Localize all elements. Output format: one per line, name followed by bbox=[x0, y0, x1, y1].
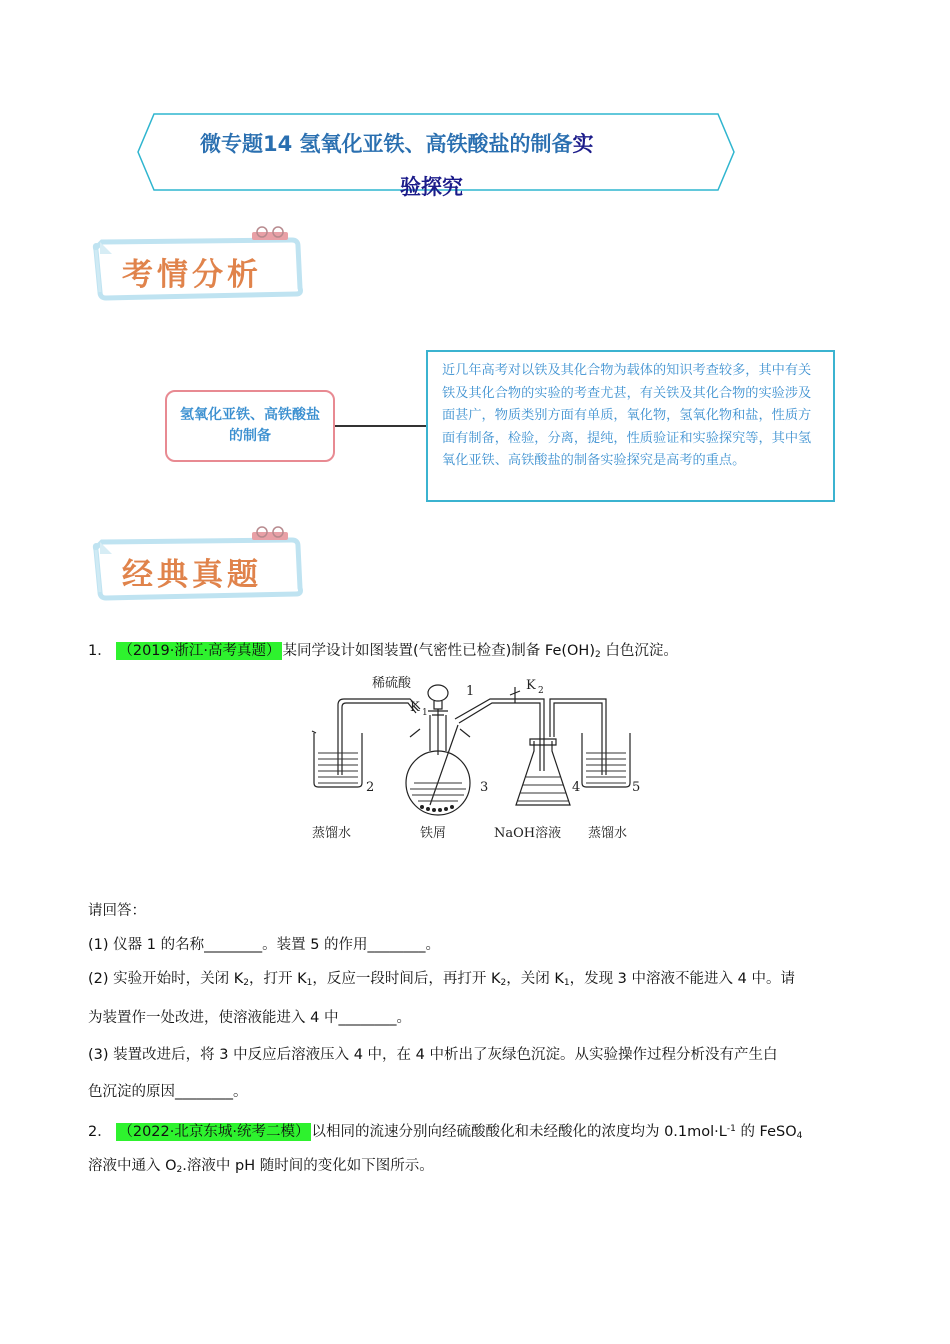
question-1-part-1: (1) 仪器 1 的名称________。装置 5 的作用________。 bbox=[88, 937, 441, 953]
label-n3: 3 bbox=[480, 780, 489, 795]
question-number: 2． bbox=[88, 1124, 112, 1140]
question-1-stem: 1． （2019·浙江·高考真题） 某同学设计如图装置(气密性已检查)制备 $Fe(OH)_2$ 白色沉淀。 bbox=[88, 643, 678, 660]
svg-text:1: 1 bbox=[422, 708, 428, 718]
label-iron: 铁屑 bbox=[420, 826, 447, 841]
question-1-part-2-cont: 为装置作一处改进，使溶液能进入 4 中________。 bbox=[88, 1010, 411, 1026]
title-overflow: 验探究 bbox=[400, 175, 463, 199]
question-source-tag: （2019·浙江·高考真题） bbox=[118, 643, 281, 659]
apparatus-diagram bbox=[310, 675, 645, 845]
label-water-right: 蒸馏水 bbox=[588, 826, 628, 841]
title-main: 微专题14 氢氧化亚铁、高铁酸盐的制备 bbox=[200, 132, 573, 156]
mindmap-connector bbox=[335, 425, 427, 427]
question-1-prompt: 请回答： bbox=[88, 903, 146, 919]
question-1-part-3: (3) 装置改进后，将 3 中反应后溶液压入 4 中，在 4 中析出了灰绿色沉淀。从实验操作过程分析没有产生白 bbox=[88, 1047, 778, 1063]
label-dilute-acid: 稀硫酸 bbox=[372, 676, 412, 691]
question-2-stem: 2． （2022·北京东城·统考二模） 以相同的流速分别向经硫酸酸化和未经酸化的浓度均为 $0.1mol\cdot L^{-1}$ 的 FeSO$_4$ bbox=[88, 1124, 803, 1141]
question-2-stem-cont: 溶液中通入 $O_2$.溶液中 pH 随时间的变化如下图所示。 bbox=[88, 1158, 434, 1175]
label-water-left: 蒸馏水 bbox=[312, 826, 352, 841]
label-n5: 5 bbox=[632, 780, 641, 795]
svg-text:2: 2 bbox=[538, 686, 544, 696]
question-1-part-2: (2) 实验开始时，关闭 $K_2$，打开 $K_1$，反应一段时间后，再打开 $K_2$，关闭 $K_1$，发现 3 中溶液不能进入 4 中。请 bbox=[88, 971, 795, 988]
label-n4: 4 bbox=[572, 780, 581, 795]
paperclip-icon bbox=[250, 226, 290, 248]
mindmap-summary-box: 近几年高考对以铁及其化合物为载体的知识考查较多，其中有关铁及其化合物的实验的考查尤甚，有关铁及其化合物的实验涉及面甚广，物质类别方面有单质，氧化物，氢氧化物和盐，性质方面有制备，检验，分离，提纯，性质验证和实验探究等，其中氢氧化亚铁、高铁酸盐的制备实验探究是高考的重点。 bbox=[426, 350, 835, 502]
question-source-tag: （2022·北京东城·统考二模） bbox=[118, 1124, 310, 1140]
label-k1: K bbox=[410, 700, 420, 715]
label-n1: 1 bbox=[466, 684, 475, 699]
label-n2: 2 bbox=[366, 780, 375, 795]
paperclip-icon bbox=[250, 526, 290, 548]
question-1-part-3-cont: 色沉淀的原因________。 bbox=[88, 1084, 248, 1100]
label-k2: K bbox=[526, 678, 536, 693]
title-tail: 实 bbox=[572, 132, 594, 156]
section-title-analysis: 考情分析 bbox=[122, 257, 262, 293]
section-title-classic: 经典真题 bbox=[122, 557, 262, 593]
mindmap-topic-node: 氢氧化亚铁、高铁酸盐的制备 bbox=[165, 390, 335, 462]
label-naoh: NaOH溶液 bbox=[494, 826, 562, 841]
page-title bbox=[200, 128, 760, 158]
question-number: 1． bbox=[88, 643, 112, 659]
